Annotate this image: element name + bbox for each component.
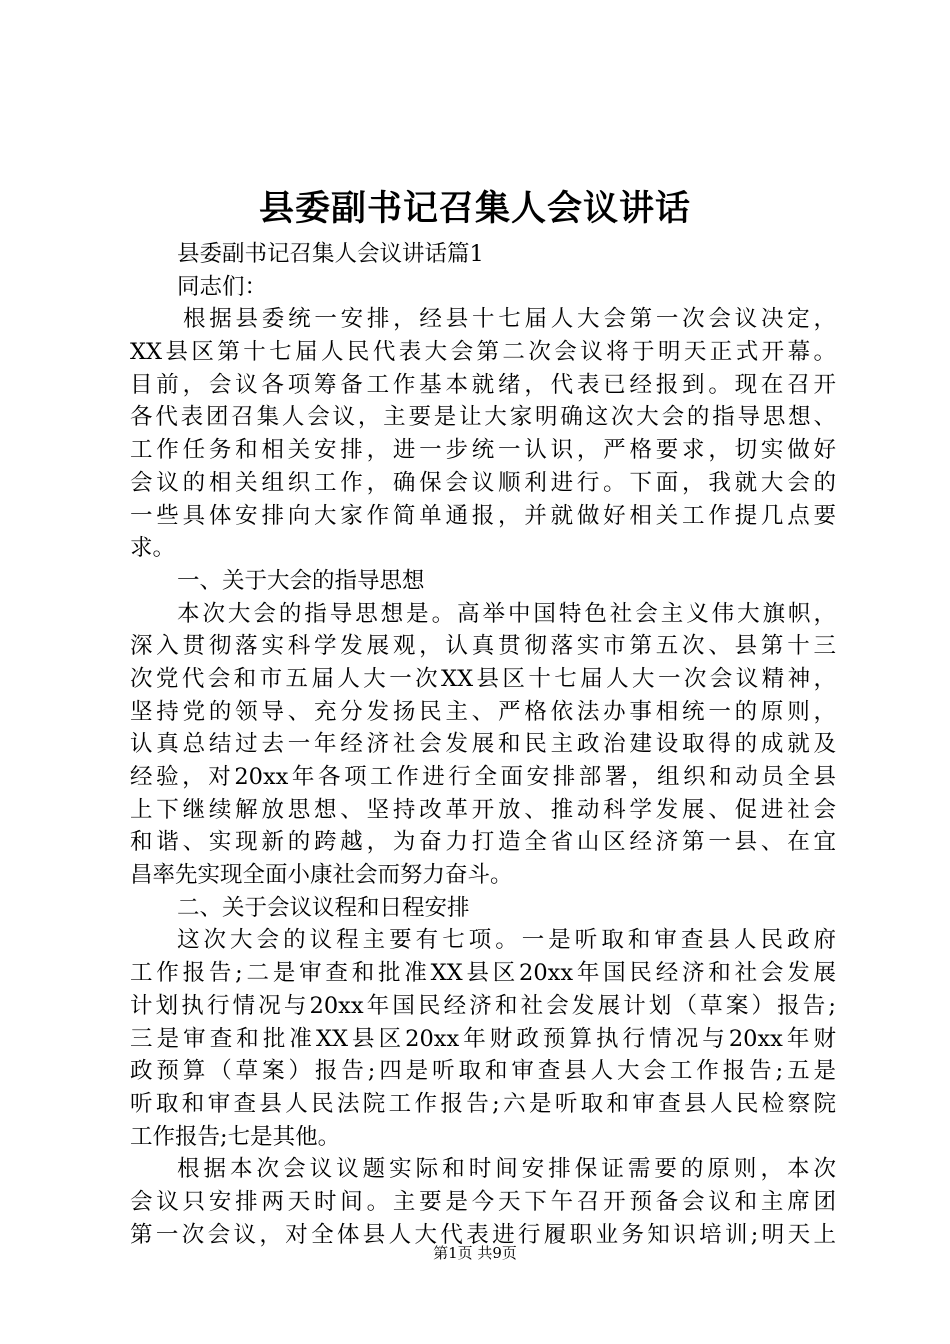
text-line: 三是审查和批准XX县区20xx年财政预算执行情况与20xx年财 xyxy=(130,1025,836,1052)
page-footer: 第1页 共9页 xyxy=(433,1244,517,1262)
document-body xyxy=(130,238,836,1251)
text-line: 深入贯彻落实科学发展观，认真贯彻落实市第五次、县第十三 xyxy=(130,633,836,660)
text-line: 昌率先实现全面小康社会而努力奋斗。 xyxy=(130,862,513,889)
text-line: 次党代会和市五届人大一次XX县区十七届人大一次会议精神， xyxy=(130,665,836,692)
text-line: 二、关于会议议程和日程安排 xyxy=(177,894,470,921)
text-line: 一些具体安排向大家作简单通报，并就做好相关工作提几点要 xyxy=(130,502,836,529)
text-line: 工作任务和相关安排，进一步统一认识，严格要求，切实做好 xyxy=(130,437,836,464)
text-line: 县委副书记召集人会议讲话篇1 xyxy=(177,241,484,267)
text-line: 根据本次会议议题实际和时间安排保证需要的原则，本次 xyxy=(177,1156,836,1183)
text-line: 会议的相关组织工作，确保会议顺利进行。下面，我就大会的 xyxy=(130,469,836,496)
text-line: XX县区第十七届人民代表大会第二次会议将于明天正式开幕。 xyxy=(130,339,836,366)
text-line: 认真总结过去一年经济社会发展和民主政治建设取得的成就及 xyxy=(130,731,836,758)
text-line: 一、关于大会的指导思想 xyxy=(177,567,425,594)
text-line: 坚持党的领导、充分发扬民主、严格依法办事相统一的原则， xyxy=(130,698,836,725)
text-line: 本次大会的指导思想是。高举中国特色社会主义伟大旗帜， xyxy=(177,600,836,627)
text-line: 同志们： xyxy=(177,273,268,300)
text-line: 工作报告;七是其他。 xyxy=(130,1123,341,1150)
text-line: 计划执行情况与20xx年国民经济和社会发展计划（草案）报告; xyxy=(130,992,836,1019)
text-line: 政预算（草案）报告;四是听取和审查县人大会工作报告;五是 xyxy=(130,1058,836,1085)
text-line: 听取和审查县人民法院工作报告;六是听取和审查县人民检察院 xyxy=(130,1090,836,1117)
text-line: 第一次会议，对全体县人大代表进行履职业务知识培训;明天上 xyxy=(130,1221,836,1248)
text-line: 工作报告;二是审查和批准XX县区20xx年国民经济和社会发展 xyxy=(130,960,836,987)
text-line: 目前，会议各项筹备工作基本就绪，代表已经报到。现在召开 xyxy=(130,371,836,398)
text-line: 上下继续解放思想、坚持改革开放、推动科学发展、促进社会 xyxy=(130,796,836,823)
text-line: 会议只安排两天时间。主要是今天下午召开预备会议和主席团 xyxy=(130,1188,836,1215)
text-line: 经验，对20xx年各项工作进行全面安排部署，组织和动员全县 xyxy=(130,764,836,790)
text-line: 这次大会的议程主要有七项。一是听取和审查县人民政府 xyxy=(177,927,836,954)
document-title: 县委副书记召集人会议讲话 xyxy=(258,188,691,229)
text-line: 各代表团召集人会议，主要是让大家明确这次大会的指导思想、 xyxy=(130,404,836,431)
text-line: 和谐、实现新的跨越，为奋力打造全省山区经济第一县、在宜 xyxy=(130,829,836,856)
text-line: 求。 xyxy=(130,535,176,562)
text-line: 根据县委统一安排，经县十七届人大会第一次会议决定， xyxy=(183,306,836,333)
